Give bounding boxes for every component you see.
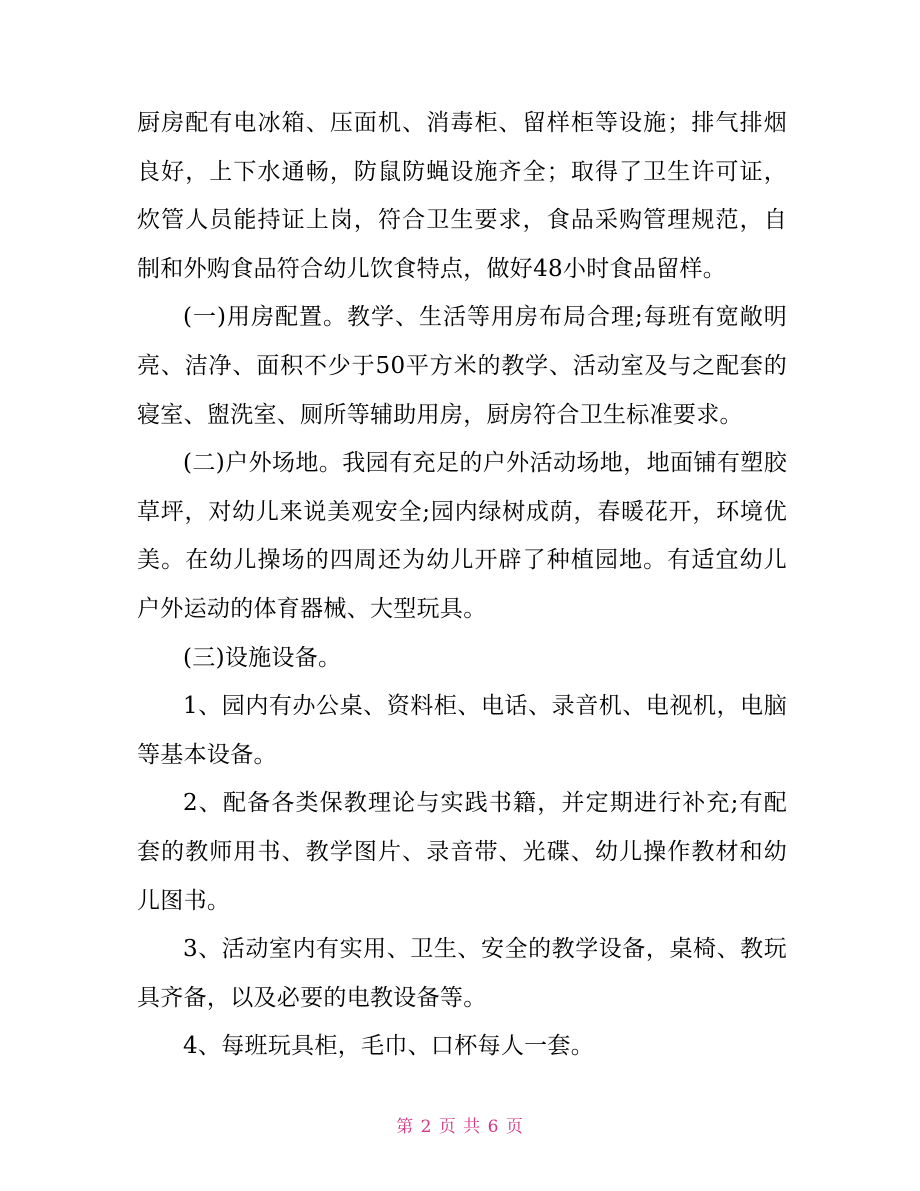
- document-body: [137, 99, 787, 1071]
- paragraph-kitchen: 厨房配有电冰箱、压面机、消毒柜、留样柜等设施；排气排烟良好，上下水通畅，防鼠防蝇设施齐全；取得了卫生许可证，炊管人员能持证上岗，符合卫生要求，食品采购管理规范，自制和外购食品符合幼儿饮食特点，做好48小时食品留样。: [137, 110, 787, 282]
- paragraph-room-configuration: (一)用房配置。教学、生活等用房布局合理;每班有宽敞明亮、洁净、面积不少于50平方米的教学、活动室及与之配套的寝室、盥洗室、厕所等辅助用房，厨房符合卫生标准要求。: [137, 304, 787, 428]
- page-number: 第 2 页 共 6 页: [396, 1117, 524, 1137]
- paragraph-item-1: 1、园内有办公桌、资料柜、电话、录音机、电视机，电脑等基本设备。: [137, 693, 787, 768]
- paragraph-facilities-heading: (三)设施设备。: [183, 644, 342, 671]
- paragraph-item-4: 4、每班玩具柜，毛巾、口杯每人一套。: [183, 1033, 595, 1060]
- page-footer: [0, 1112, 920, 1137]
- paragraph-item-2: 2、配备各类保教理论与实践书籍，并定期进行补充;有配套的教师用书、教学图片、录音带、光碟、幼儿操作教材和幼儿图书。: [137, 790, 787, 914]
- paragraph-item-3: 3、活动室内有实用、卫生、安全的教学设备，桌椅、教玩具齐备，以及必要的电教设备等。: [137, 936, 787, 1011]
- paragraph-outdoor-area: (二)户外场地。我园有充足的户外活动场地，地面铺有塑胶草坪，对幼儿来说美观安全;园内绿树成荫，春暖花开，环境优美。在幼儿操场的四周还为幼儿开辟了种植园地。有适宜幼儿户外运动的体育器械、大型玩具。: [137, 450, 787, 622]
